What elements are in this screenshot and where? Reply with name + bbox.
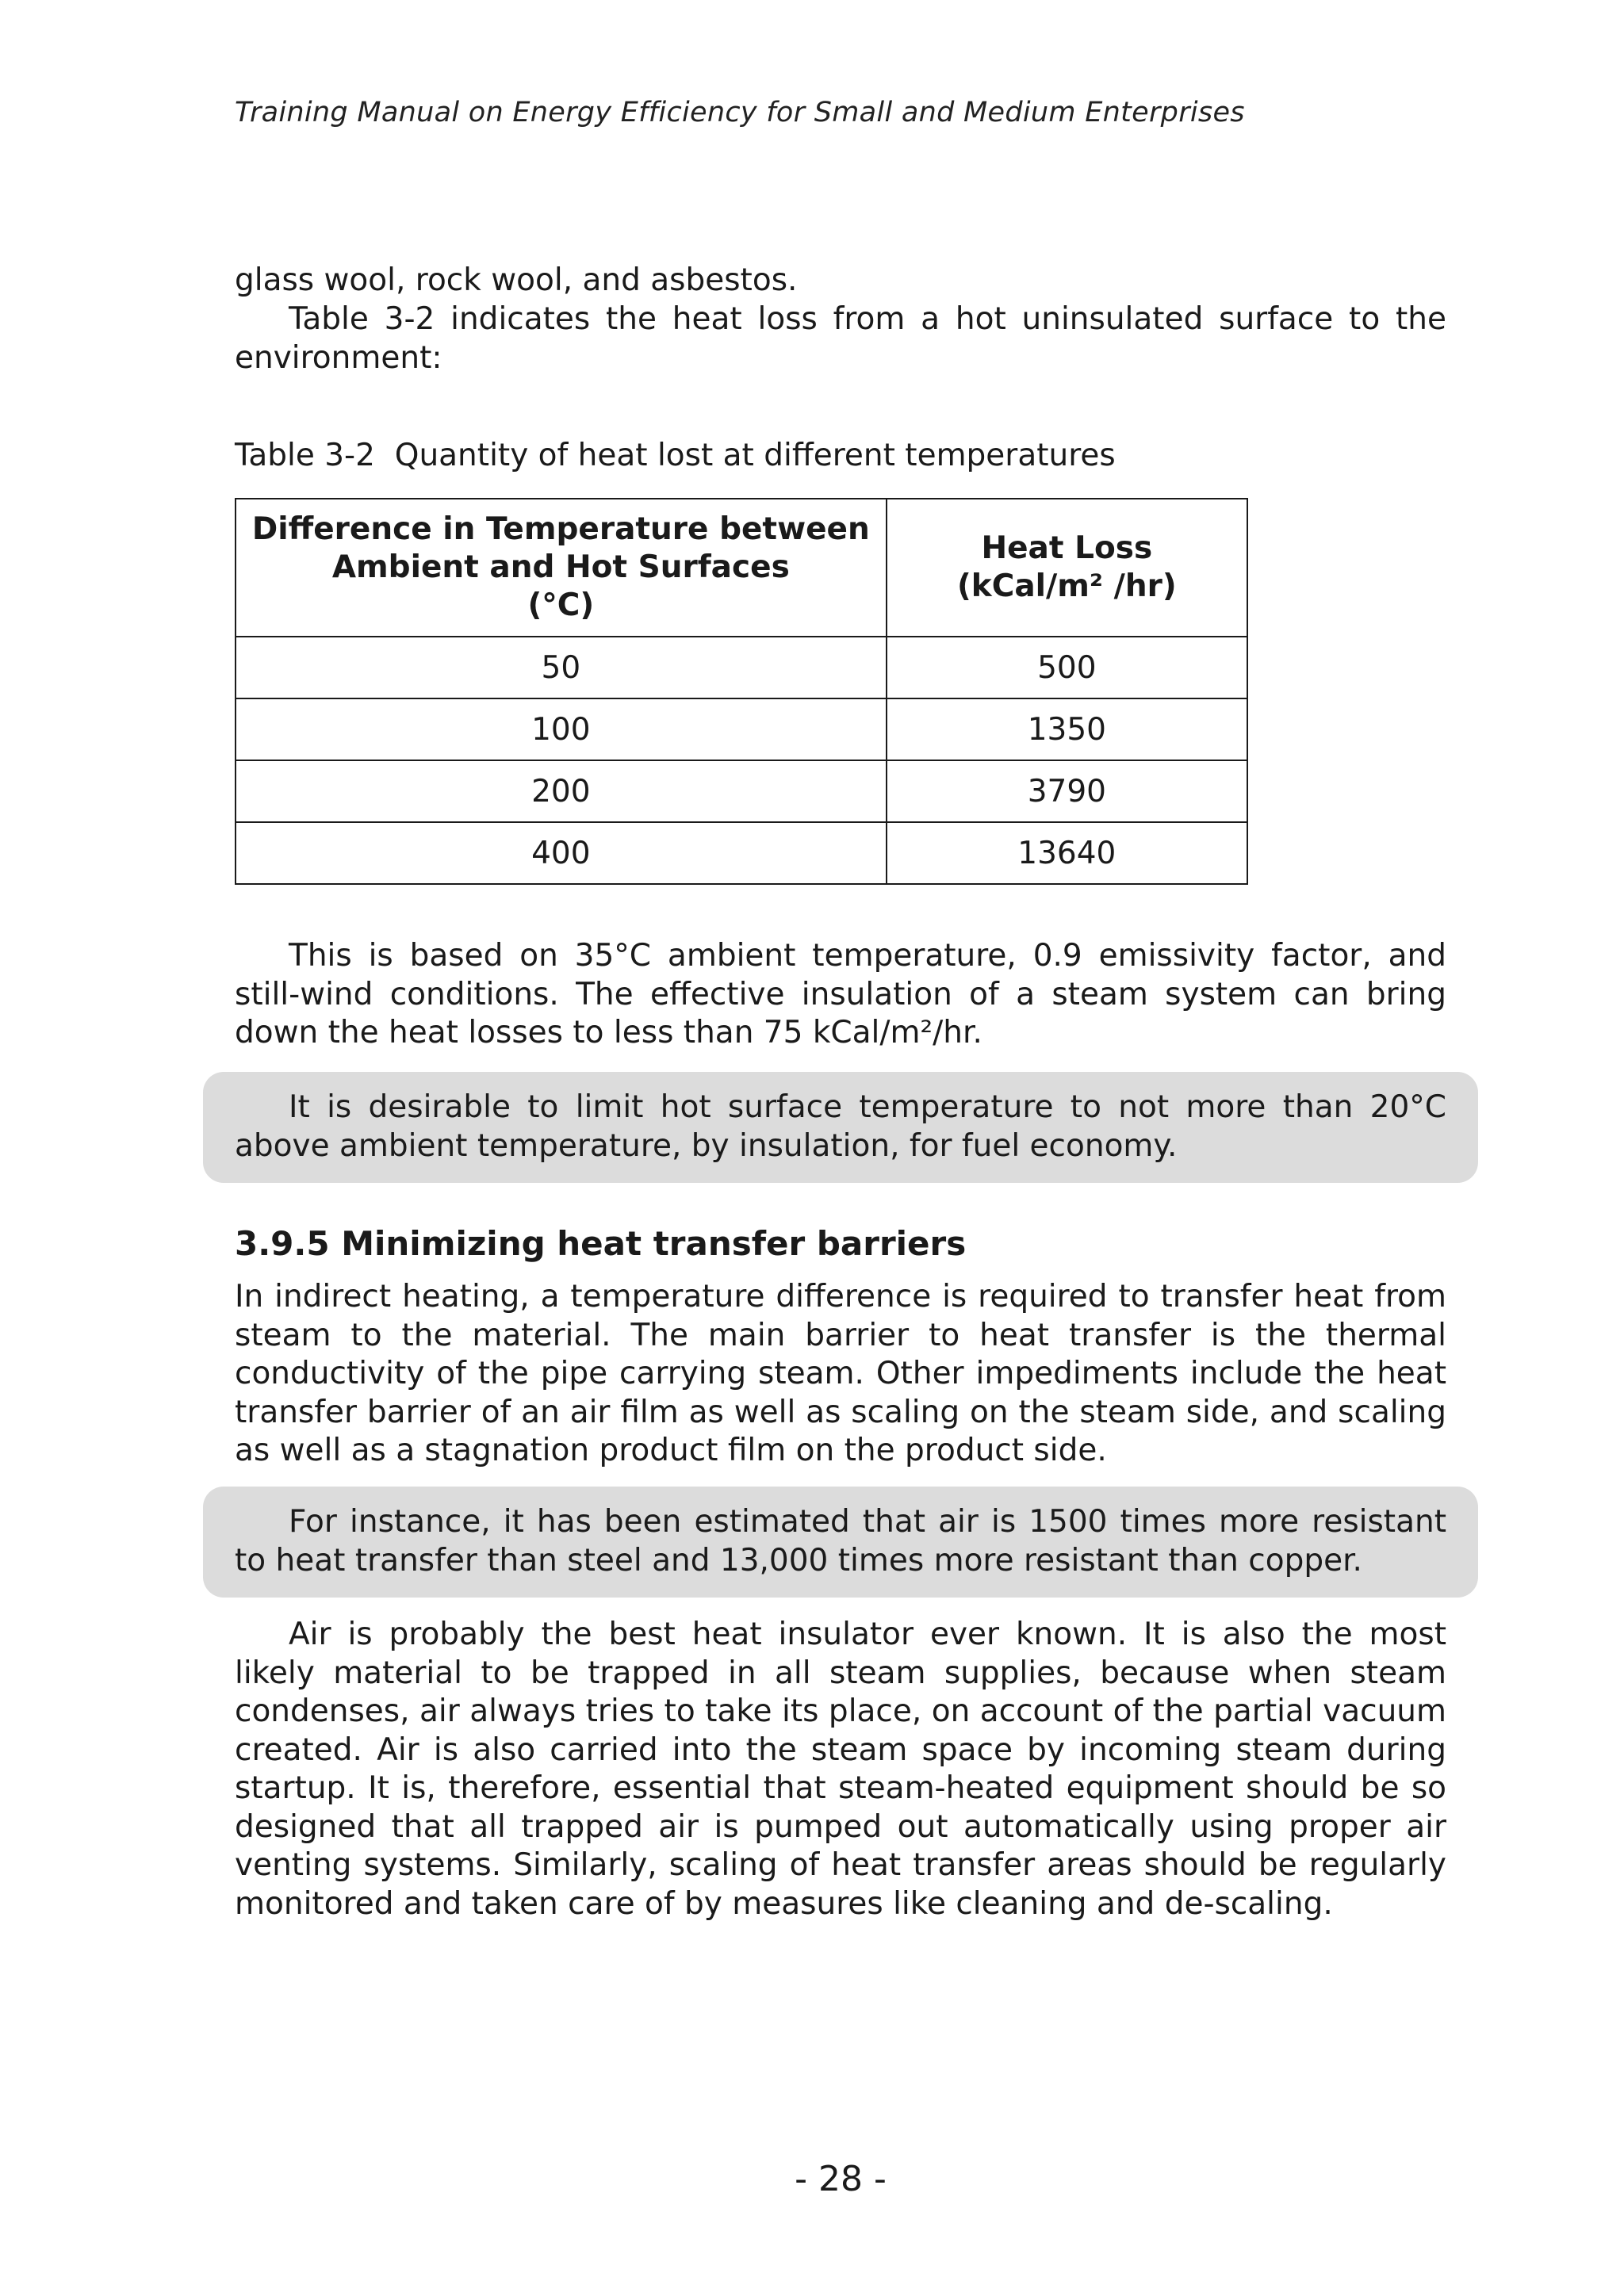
table-header-temperature-difference bbox=[236, 499, 887, 637]
table-cell-diff: 50 bbox=[236, 637, 887, 698]
table-cell-loss: 3790 bbox=[887, 760, 1247, 822]
air-insulator-paragraph: Air is probably the best heat insulator ever known. It is also the most likely material to be trapped in all steam supplies, because when steam condenses, air always tries to take its place, on account of the partial vacuum created. Air is also carried into the steam space by incoming steam during startup. It is, therefore, essential that steam-heated equipment should be so designed that all trapped air is pumped out automatically using proper air venting systems. Similarly, scaling of heat transfer areas should be regularly monitored and taken care of by measures like cleaning and de-scaling. bbox=[235, 1617, 1446, 1922]
header-col2-line2: (kCal/m² /hr) bbox=[956, 568, 1177, 604]
table-cell-loss: 500 bbox=[887, 637, 1247, 698]
table-header-row bbox=[236, 499, 1247, 637]
intro-line: glass wool, rock wool, and asbestos. bbox=[235, 262, 798, 298]
table-caption: Table 3-2 Quantity of heat lost at different temperatures bbox=[235, 438, 1116, 473]
table-cell-loss: 1350 bbox=[887, 698, 1247, 760]
table-row bbox=[236, 760, 1247, 822]
header-col1-line3: (°C) bbox=[527, 587, 595, 623]
callout-text: It is desirable to limit hot surface temperature to not more than 20°C above ambient temperature, by insulation, for fuel economy. bbox=[235, 1089, 1446, 1164]
heat-loss-table bbox=[235, 498, 1248, 885]
table-cell-diff: 200 bbox=[236, 760, 887, 822]
table-cell-diff: 100 bbox=[236, 698, 887, 760]
callout-text: For instance, it has been estimated that air is 1500 times more resistant to heat transfer than steel and 13,000 times more resistant than copper. bbox=[235, 1504, 1446, 1578]
table-row bbox=[236, 637, 1247, 698]
ambient-assumptions-paragraph: This is based on 35°C ambient temperature, 0.9 emissivity factor, and still-wind conditions. The effective insulation of a steam system can bring down the heat losses to less than 75 kCal/m²/hr. bbox=[235, 938, 1446, 1050]
header-col2-line1: Heat Loss bbox=[981, 530, 1153, 566]
table-cell-diff: 400 bbox=[236, 822, 887, 884]
header-col1-line1: Difference in Temperature between bbox=[251, 511, 870, 547]
running-header: Training Manual on Energy Efficiency for Small and Medium Enterprises bbox=[235, 97, 1245, 128]
callout-box-air-resistance bbox=[203, 1487, 1478, 1598]
section-heading: 3.9.5 Minimizing heat transfer barriers bbox=[235, 1224, 967, 1263]
header-col1-line2: Ambient and Hot Surfaces bbox=[331, 549, 790, 585]
table-header-heat-loss bbox=[887, 499, 1247, 637]
table-cell-loss: 13640 bbox=[887, 822, 1247, 884]
page-number: - 28 - bbox=[795, 2159, 887, 2199]
callout-box-surface-temperature bbox=[203, 1072, 1478, 1183]
table-row bbox=[236, 698, 1247, 760]
intro-paragraph: Table 3-2 indicates the heat loss from a hot uninsulated surface to the environment: bbox=[235, 301, 1446, 376]
table-row bbox=[236, 822, 1247, 884]
section-paragraph: In indirect heating, a temperature difference is required to transfer heat from steam to the material. The main barrier to heat transfer is the thermal conductivity of the pipe carrying steam. Other impediments include the heat transfer barrier of an air film as well as scaling on the steam side, and scaling as well as a stagnation product film on the product side. bbox=[235, 1279, 1446, 1468]
